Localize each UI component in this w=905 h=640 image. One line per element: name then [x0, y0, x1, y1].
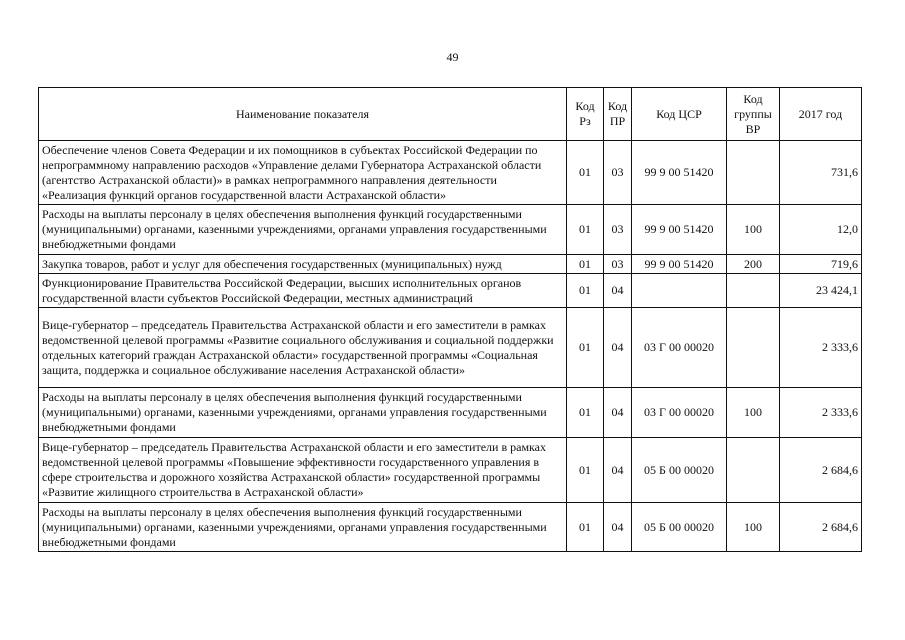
cell-csr: 99 9 00 51420	[632, 141, 727, 205]
header-pr: Код ПР	[604, 88, 632, 141]
cell-rz: 01	[567, 205, 604, 255]
cell-csr: 99 9 00 51420	[632, 255, 727, 274]
header-name: Наименование показателя	[39, 88, 567, 141]
table-row	[39, 141, 862, 205]
cell-csr: 03 Г 00 00020	[632, 388, 727, 438]
cell-pr: 04	[604, 388, 632, 438]
cell-value: 2 333,6	[780, 388, 862, 438]
cell-name: Расходы на выплаты персоналу в целях обеспечения выполнения функций государственными (муниципальными) органами, казенными учреждениями, органами управления государственными внебюджетными фондами	[39, 388, 567, 438]
cell-pr: 03	[604, 141, 632, 205]
table-row	[39, 438, 862, 503]
cell-rz: 01	[567, 503, 604, 552]
cell-vr	[727, 141, 780, 205]
cell-name: Вице-губернатор – председатель Правительства Астраханской области и его заместители в рамках ведомственной целевой программы «Развитие социального обслуживания и социальной поддержки отдельных категорий граждан Астраханской области» государственной программы «Социальная защита, поддержка и социальное обслуживание населения Астраханской области»	[39, 308, 567, 388]
cell-value: 719,6	[780, 255, 862, 274]
cell-csr: 05 Б 00 00020	[632, 503, 727, 552]
cell-rz: 01	[567, 141, 604, 205]
cell-value: 2 684,6	[780, 503, 862, 552]
cell-value: 12,0	[780, 205, 862, 255]
cell-csr: 03 Г 00 00020	[632, 308, 727, 388]
cell-pr: 04	[604, 503, 632, 552]
cell-rz: 01	[567, 438, 604, 503]
budget-table	[38, 87, 862, 552]
cell-name: Расходы на выплаты персоналу в целях обеспечения выполнения функций государственными (муниципальными) органами, казенными учреждениями, органами управления государственными внебюджетными фондами	[39, 205, 567, 255]
cell-vr	[727, 438, 780, 503]
cell-vr: 100	[727, 205, 780, 255]
cell-vr: 100	[727, 503, 780, 552]
cell-pr: 03	[604, 205, 632, 255]
header-vr: Код группы ВР	[727, 88, 780, 141]
cell-rz: 01	[567, 274, 604, 308]
header-rz: Код Рз	[567, 88, 604, 141]
cell-name: Закупка товаров, работ и услуг для обеспечения государственных (муниципальных) нужд	[39, 255, 567, 274]
cell-vr	[727, 274, 780, 308]
cell-name: Обеспечение членов Совета Федерации и их помощников в субъектах Российской Федерации по непрограммному направлению расходов «Управление делами Губернатора Астраханской области (агентство Астраханской области)» в рамках непрограммного направления деятельности «Реализация функций органов государственной власти Астраханской области»	[39, 141, 567, 205]
table-row	[39, 388, 862, 438]
cell-rz: 01	[567, 255, 604, 274]
cell-value: 23 424,1	[780, 274, 862, 308]
page-number: 49	[446, 50, 459, 64]
cell-name: Расходы на выплаты персоналу в целях обеспечения выполнения функций государственными (муниципальными) органами, казенными учреждениями, органами управления государственными внебюджетными фондами	[39, 503, 567, 552]
cell-value: 2 684,6	[780, 438, 862, 503]
cell-vr	[727, 308, 780, 388]
cell-pr: 03	[604, 255, 632, 274]
cell-value: 2 333,6	[780, 308, 862, 388]
cell-vr: 200	[727, 255, 780, 274]
cell-rz: 01	[567, 308, 604, 388]
cell-pr: 04	[604, 308, 632, 388]
table-row	[39, 255, 862, 274]
cell-pr: 04	[604, 274, 632, 308]
cell-vr: 100	[727, 388, 780, 438]
cell-csr: 05 Б 00 00020	[632, 438, 727, 503]
table-row	[39, 274, 862, 308]
cell-name: Функционирование Правительства Российской Федерации, высших исполнительных органов государственной власти субъектов Российской Федерации, местных администраций	[39, 274, 567, 308]
cell-name: Вице-губернатор – председатель Правительства Астраханской области и его заместители в рамках ведомственной целевой программы «Повышение эффективности государственного управления в сфере строительства и дорожного хозяйства Астраханской области» государственной программы «Развитие жилищного строительства в Астраханской области»	[39, 438, 567, 503]
table-header-row	[39, 88, 862, 141]
table-row	[39, 205, 862, 255]
header-year: 2017 год	[780, 88, 862, 141]
header-csr: Код ЦСР	[632, 88, 727, 141]
cell-csr	[632, 274, 727, 308]
cell-pr: 04	[604, 438, 632, 503]
table-row	[39, 308, 862, 388]
cell-csr: 99 9 00 51420	[632, 205, 727, 255]
cell-value: 731,6	[780, 141, 862, 205]
cell-rz: 01	[567, 388, 604, 438]
table-row	[39, 503, 862, 552]
